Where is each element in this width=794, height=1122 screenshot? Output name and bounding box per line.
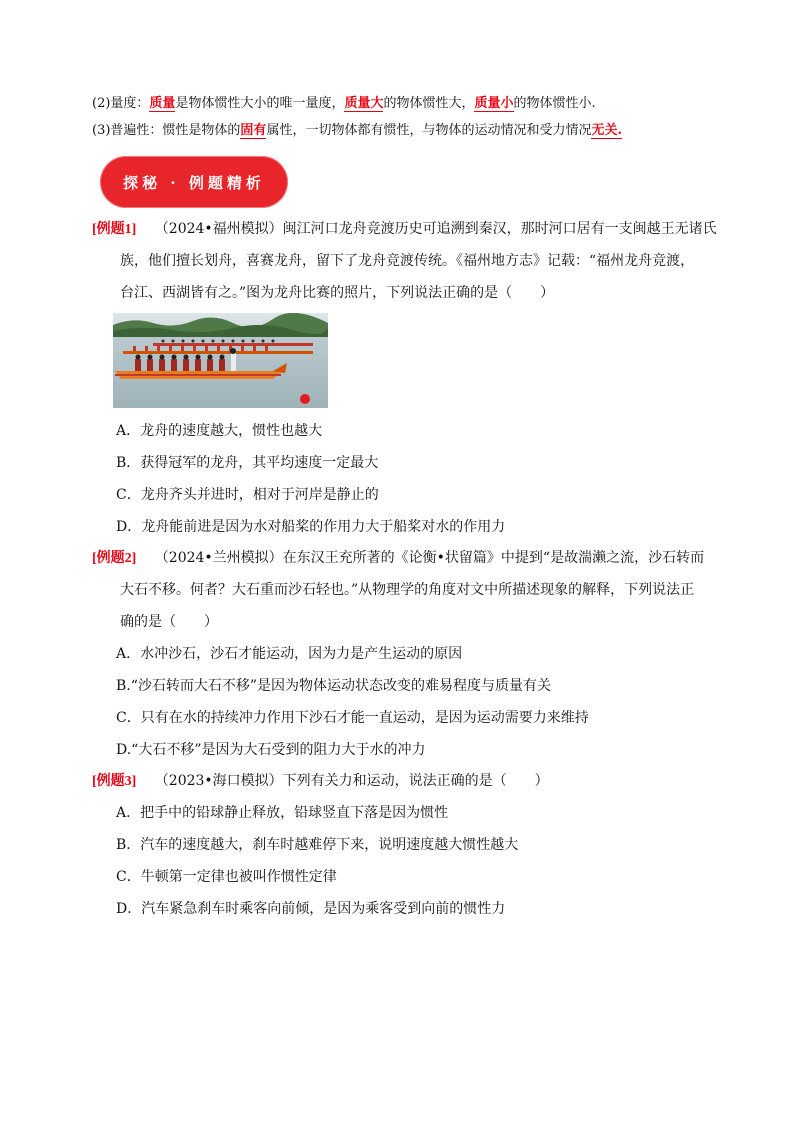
example2-line3: 确的是（ ） — [120, 614, 218, 630]
example2-option-c[interactable]: C．只有在水的持续冲力作用下沙石才能一直运动，是因为运动需要力来维持 — [116, 710, 589, 726]
example-label: [例题2] — [92, 551, 137, 566]
keyword: 质量大 — [344, 96, 384, 111]
example1-option-c[interactable]: C．龙舟齐头并进时，相对于河岸是静止的 — [116, 487, 379, 503]
example3-option-c[interactable]: C．牛顿第一定律也被叫作惯性定律 — [116, 869, 337, 885]
example-label: [例题3] — [92, 774, 137, 789]
example-text: （2024•福州模拟）闽江河口龙舟竞渡历史可追溯到秦汉，那时河口居有一支闽越王无诸氏 — [154, 221, 717, 237]
example1-option-d[interactable]: D．龙舟能前进是因为水对船桨的作用力大于船桨对水的作用力 — [116, 519, 506, 535]
example3-option-a[interactable]: A．把手中的铅球静止释放，铅球竖直下落是因为惯性 — [116, 805, 449, 821]
example1-line2: 族，他们擅长划舟，喜赛龙舟，留下了龙舟竞渡传统。《福州地方志》记载：“福州龙舟竞渡， — [120, 253, 695, 269]
line-text: 的物体惯性大， — [383, 96, 475, 111]
line-text: 是物体惯性大小的唯一量度， — [175, 96, 345, 111]
keyword: 固有 — [240, 123, 267, 138]
intro-line-measure — [92, 95, 596, 113]
example2-option-a[interactable]: A．水冲沙石，沙石才能运动，因为力是产生运动的原因 — [116, 646, 463, 662]
keyword: 无关. — [591, 123, 622, 138]
example2-option-b[interactable]: B.“沙石转而大石不移”是因为物体运动状态改变的难易程度与质量有关 — [116, 678, 552, 694]
example2-option-d[interactable]: D.“大石不移”是因为大石受到的阻力大于水的冲力 — [116, 742, 426, 758]
keyword: 质量 — [149, 96, 176, 111]
example3-option-d[interactable]: D．汽车紧急刹车时乘客向前倾，是因为乘客受到向前的惯性力 — [116, 901, 506, 917]
banner-label: 探秘 · 例题精析 — [123, 173, 265, 192]
line-prefix: (3)普遍性：惯性是物体的 — [92, 123, 241, 138]
example3-option-b[interactable]: B．汽车的速度越大，刹车时越难停下来，说明速度越大惯性越大 — [116, 837, 519, 853]
line-text: 的物体惯性小. — [513, 96, 596, 111]
example1-option-b[interactable]: B．获得冠军的龙舟，其平均速度一定最大 — [116, 455, 379, 471]
example-text: （2023•海口模拟）下列有关力和运动，说法正确的是（ ） — [154, 773, 549, 789]
line-prefix: (2)量度： — [92, 96, 150, 111]
example1-line3: 台江、西湖皆有之。”图为龙舟比赛的照片，下列说法正确的是（ ） — [120, 285, 555, 301]
example-label: [例题1] — [92, 222, 137, 237]
example2-line1 — [92, 548, 704, 569]
line-text: 属性，一切物体都有惯性，与物体的运动情况和受力情况 — [266, 123, 592, 138]
dragon-boat-photo — [113, 313, 328, 408]
example3-line1 — [92, 771, 549, 792]
section-banner — [100, 156, 288, 208]
example-text: （2024•兰州模拟）在东汉王充所著的《论衡•状留篇》中提到“是故湍濑之流，沙石转而 — [154, 550, 705, 566]
keyword: 质量小 — [474, 96, 514, 111]
example2-line2: 大石不移。何者？大石重而沙石轻也。”从物理学的角度对文中所描述现象的解释，下列说法正 — [120, 582, 695, 598]
example1-option-a[interactable]: A．龙舟的速度越大，惯性也越大 — [116, 423, 323, 439]
example1-line1 — [92, 219, 717, 240]
intro-line-universality — [92, 122, 622, 140]
dragon-boat-illustration — [113, 313, 328, 408]
